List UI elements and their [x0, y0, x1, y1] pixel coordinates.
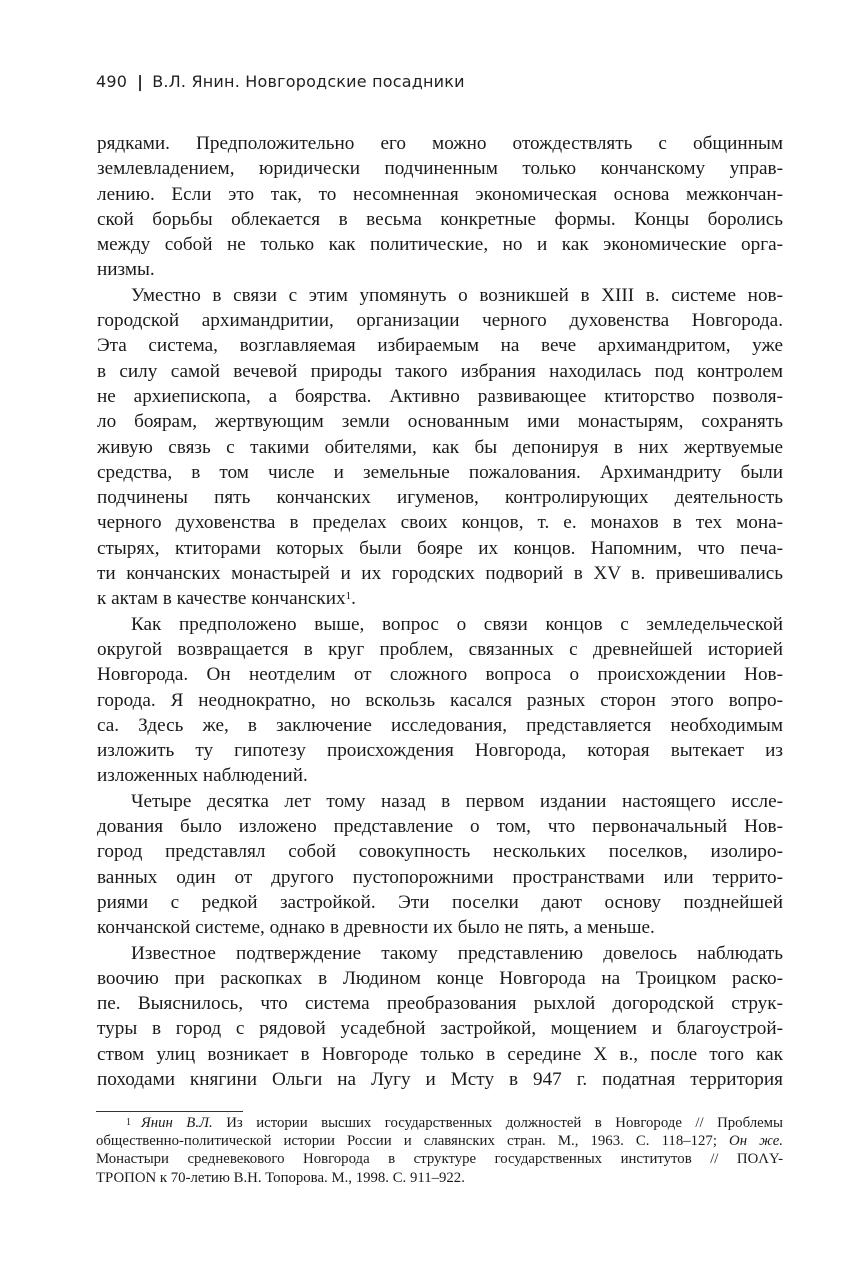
footnote-line [96, 1150, 783, 1168]
text-line-content: кончанской системе, однако в древности их было не пять, а меньше. [97, 917, 655, 939]
footnote-line [96, 1132, 783, 1150]
text-line-content: ти кончанских монастырей и их городских подворий в XV в. привешивались [97, 563, 783, 585]
running-header [96, 72, 465, 91]
text-line-content: дования было изложено представление о том, что первоначальный Нов- [97, 816, 783, 838]
text-line [97, 991, 783, 1016]
text-line [97, 384, 783, 409]
text-line-content: между собой не только как политические, но и как экономические орга- [97, 234, 783, 256]
text-line [97, 510, 783, 535]
text-line-content: Новгорода. Он неотделим от сложного вопроса о происхождении Нов- [97, 664, 783, 686]
text-line [97, 966, 783, 991]
text-line [97, 182, 783, 207]
text-line [97, 637, 783, 662]
footnote-rule [96, 1111, 243, 1112]
text-line [97, 941, 783, 966]
text-line [97, 738, 783, 763]
text-line [97, 814, 783, 839]
text-line [97, 536, 783, 561]
text-line [97, 333, 783, 358]
text-line [97, 232, 783, 257]
footnote-text: ТРОПОN к 70-летию В.Н. Топорова. М., 1998. С. 911–922. [96, 1169, 465, 1186]
text-line-content: городской архимандритии, организации черного духовенства Новгорода. [97, 310, 783, 332]
text-line-content: землевладением, юридически подчиненным только кончанскому управ- [97, 158, 783, 180]
text-line [97, 1067, 783, 1092]
text-line-content: туры в город с рядовой усадебной застройкой, мощением и благоустрой- [97, 1018, 783, 1040]
text-line [97, 612, 783, 637]
text-line-content: изложенных наблюдений. [97, 765, 308, 787]
text-line [97, 131, 783, 156]
text-line-content: Эта система, возглавляемая избираемым на вече архимандритом, уже [97, 335, 783, 357]
text-line-content: средства, в том числе и земельные пожалования. Архимандриту были [97, 461, 783, 483]
header-separator: | [137, 72, 144, 91]
text-line-content: не архиепископа, а боярства. Активно развивающее ктиторство позволя- [97, 385, 783, 407]
text-line-content: в силу самой вечевой природы такого избрания находилась под контролем [97, 360, 783, 382]
text-line-content: пе. Выяснилось, что система преобразования рыхлой догородской струк- [97, 993, 783, 1015]
text-line [97, 688, 783, 713]
footnote-block [96, 1114, 783, 1187]
text-line [97, 865, 783, 890]
trailing-punctuation: . [351, 588, 356, 610]
text-line [97, 789, 783, 814]
text-line [97, 713, 783, 738]
text-line [97, 1016, 783, 1041]
text-line-content: подчинены пять кончанских игуменов, контролирующих деятельность [97, 487, 783, 509]
text-line-content: изложить ту гипотезу происхождения Новгорода, которая вытекает из [97, 740, 783, 762]
text-line-content: Известное подтверждение такому представлению довелось наблюдать [131, 942, 783, 964]
text-line-content: живую связь с такими обителями, как бы депонируя в них жертвуемые [97, 436, 783, 458]
text-line [97, 283, 783, 308]
text-line [97, 586, 783, 611]
text-line [97, 460, 783, 485]
text-line [97, 308, 783, 333]
footnote-reference[interactable]: 1 [345, 590, 352, 603]
text-line-content: са. Здесь же, в заключение исследования, представляется необходимым [97, 714, 783, 736]
main-text-block [97, 131, 783, 1092]
text-line [97, 485, 783, 510]
footnote-line [96, 1169, 783, 1187]
text-line-content: Уместно в связи с этим упомянуть о возникшей в XIII в. системе нов- [131, 284, 783, 306]
text-line-content: лению. Если это так, то несомненная экономическая основа межкончан- [97, 183, 783, 205]
text-line-content: Четыре десятка лет тому назад в первом издании настоящего иссле- [131, 790, 783, 812]
text-line-content: ством улиц возникает в Новгороде только в середине X в., после того как [97, 1043, 783, 1065]
text-line-content: риями с редкой застройкой. Эти поселки дают основу позднейшей [97, 891, 783, 913]
text-line-content: черного духовенства в пределах своих концов, т. е. монахов в тех мона- [97, 512, 783, 534]
footnote-italic-text: Янин В.Л. [141, 1115, 213, 1131]
text-line [97, 890, 783, 915]
text-line-content: ванных один от другого пустопорожними пространствами или террито- [97, 866, 783, 888]
footnote-line [96, 1114, 783, 1132]
text-line [97, 1042, 783, 1067]
footnote-marker: 1 [126, 1117, 131, 1128]
text-line-content: города. Я неоднократно, но вскользь касался разных сторон этого вопро- [97, 689, 783, 711]
text-line-content: низмы. [97, 259, 155, 281]
page-number: 490 [96, 72, 128, 91]
footnote-italic-text: Он же. [729, 1133, 783, 1150]
text-line [97, 207, 783, 232]
footnote-text: общественно-политической истории России и славянских стран. М., 1963. С. 118–127; [96, 1133, 730, 1150]
text-line-content: округой возвращается в круг проблем, связанных с древнейшей историей [97, 638, 783, 660]
text-line [97, 763, 783, 788]
text-line-content: стырях, ктиторами которых были бояре их концов. Напомним, что печа- [97, 537, 783, 559]
text-line-content: город представлял собой совокупность нескольких поселков, изолиро- [97, 841, 783, 863]
text-line [97, 561, 783, 586]
text-line-content: Как предположено выше, вопрос о связи концов с земледельческой [131, 613, 783, 635]
text-line [97, 409, 783, 434]
text-line [97, 662, 783, 687]
text-line-content: ло боярам, жертвующим земли основанным ими монастырям, сохранять [97, 411, 783, 433]
text-line [97, 359, 783, 384]
text-line-content: ской борьбы облекается в весьма конкретные формы. Концы боролись [97, 208, 783, 230]
text-line [97, 839, 783, 864]
text-line-content: рядками. Предположительно его можно отождествлять с общинным [97, 133, 783, 154]
text-line [97, 915, 783, 940]
text-line [97, 257, 783, 282]
text-line-content: походами княгини Ольги на Лугу и Мсту в 947 г. податная территория [97, 1068, 783, 1090]
running-title: В.Л. Янин. Новгородские посадники [152, 72, 465, 91]
footnote-text: Монастыри средневекового Новгорода в структуре государственных институтов // ПОΛY- [96, 1151, 783, 1168]
text-line-content: к актам в качестве кончанских [97, 588, 346, 610]
footnote-text: Из истории высших государственных должностей в Новгороде // Проблемы [212, 1115, 783, 1131]
text-line [97, 435, 783, 460]
text-line [97, 156, 783, 181]
text-line-content: воочию при раскопках в Людином конце Новгорода на Троицком раско- [97, 967, 783, 989]
